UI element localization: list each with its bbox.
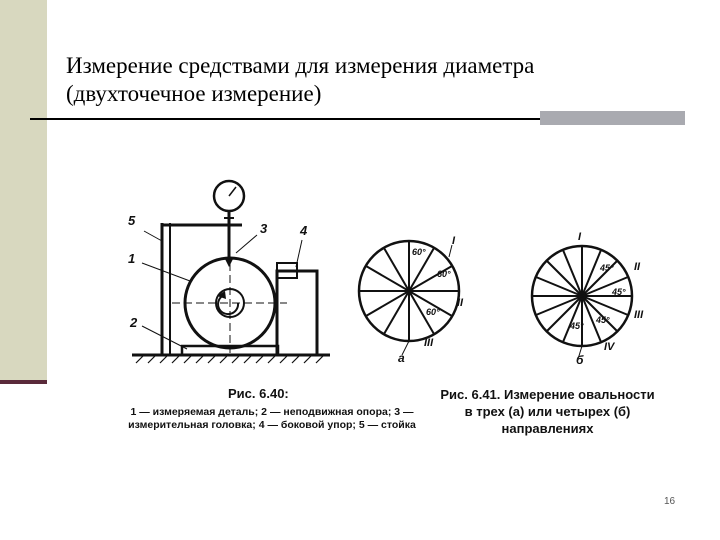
label-a-I: I <box>452 235 456 247</box>
label-a-II: II <box>457 297 464 309</box>
label-3: 3 <box>260 221 268 236</box>
left-accent-bar <box>0 0 47 383</box>
label-5: 5 <box>128 213 136 228</box>
label-2: 2 <box>130 315 138 330</box>
label-b-angle-3: 45° <box>596 315 610 325</box>
title-line-2: (двухточечное измерение) <box>66 81 322 106</box>
caption-6-41: Рис. 6.41. Измерение овальности в трех (а) или четырех (б) направлениях <box>440 387 655 436</box>
title-rule <box>30 118 540 120</box>
title-line-1: Измерение средствами для измерения диаметра <box>66 53 535 78</box>
label-b-III: III <box>634 309 644 321</box>
label-b: б <box>576 353 584 367</box>
label-b-IV: IV <box>604 341 615 353</box>
label-4: 4 <box>300 223 308 238</box>
label-a-angle-1: 60° <box>412 247 426 257</box>
label-b-II: II <box>634 261 641 273</box>
left-accent-underline <box>0 380 47 384</box>
label-b-angle-1: 45° <box>600 263 614 273</box>
label-b-angle-2: 45° <box>612 287 626 297</box>
label-b-I: I <box>578 231 582 243</box>
title-rule-block <box>540 111 685 125</box>
label-a: a <box>398 351 405 365</box>
caption-6-40-title: Рис. 6.40: <box>228 386 289 401</box>
label-a-angle-2: 60° <box>437 269 451 279</box>
caption-6-40-body: 1 — измеряемая деталь; 2 — неподвижная опора; 3 — измерительная головка; 4 — боковой упор; 5 — стойка <box>128 406 416 431</box>
slide-number: 16 <box>664 496 676 507</box>
slide-title <box>66 52 706 108</box>
label-a-III: III <box>424 337 434 349</box>
label-1: 1 <box>128 251 136 266</box>
label-a-angle-3: 60° <box>426 307 440 317</box>
label-b-angle-4: 45° <box>570 321 584 331</box>
